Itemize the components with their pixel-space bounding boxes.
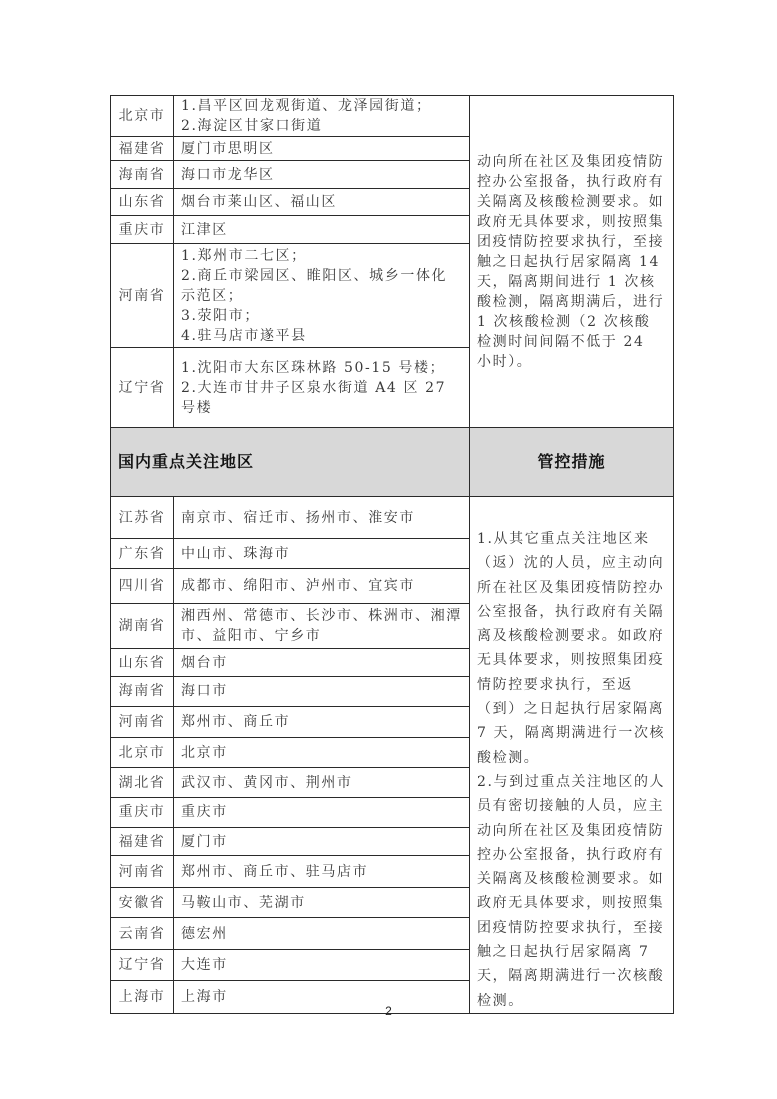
province-cell: 辽宁省 xyxy=(111,348,174,428)
measures-cell xyxy=(470,497,674,1014)
province-cell: 安徽省 xyxy=(111,887,174,917)
area-cell: 德宏州 xyxy=(174,918,470,949)
area-cell: 马鞍山市、芜湖市 xyxy=(174,887,470,917)
area-cell: 海口市 xyxy=(174,677,470,706)
province-cell: 湖南省 xyxy=(111,604,174,649)
province-cell: 重庆市 xyxy=(111,797,174,827)
table-row xyxy=(111,497,674,539)
area-line: 4.驻马店市遂平县 xyxy=(181,327,307,344)
table-row xyxy=(111,96,674,137)
epidemic-control-table xyxy=(110,95,674,1014)
province-cell: 上海市 xyxy=(111,981,174,1014)
control-measures-heading: 管控措施 xyxy=(470,428,674,497)
page-number: 2 xyxy=(385,1004,392,1018)
province-cell: 江苏省 xyxy=(111,497,174,539)
province-cell: 河南省 xyxy=(111,856,174,887)
province-cell: 河南省 xyxy=(111,706,174,737)
province-cell: 河南省 xyxy=(111,244,174,348)
area-cell: 海口市龙华区 xyxy=(174,161,470,189)
province-cell: 海南省 xyxy=(111,161,174,189)
province-cell: 福建省 xyxy=(111,137,174,161)
province-cell: 福建省 xyxy=(111,828,174,856)
measure-item: 2.与到过重点关注地区的人员有密切接触的人员，应主动向所在社区及集团疫情防控办公室报备，执行政府有关隔离及核酸检测要求。如政府无具体要求，则按照集团疫情防控要求执行，至接触之日起执行居家隔离 7 天，隔离期满进行一次核酸检测。 xyxy=(477,773,666,1009)
area-line: 1.昌平区回龙观街道、龙泽园街道； xyxy=(181,98,432,114)
area-cell: 北京市 xyxy=(174,738,470,768)
area-cell: 厦门市 xyxy=(174,828,470,856)
province-cell: 湖北省 xyxy=(111,768,174,797)
province-cell: 海南省 xyxy=(111,677,174,706)
area-cell: 大连市 xyxy=(174,949,470,980)
area-cell: 郑州市、商丘市 xyxy=(174,706,470,737)
province-cell: 四川省 xyxy=(111,568,174,604)
province-cell: 重庆市 xyxy=(111,216,174,244)
area-cell: 重庆市 xyxy=(174,797,470,827)
area-cell: 厦门市思明区 xyxy=(174,137,470,161)
province-cell: 云南省 xyxy=(111,918,174,949)
area-cell: 南京市、宿迁市、扬州市、淮安市 xyxy=(174,497,470,539)
area-line: 2.大连市甘井子区泉水街道 A4 区 27 号楼 xyxy=(181,379,447,416)
area-cell: 武汉市、黄冈市、荆州市 xyxy=(174,768,470,797)
province-cell: 山东省 xyxy=(111,189,174,216)
province-cell: 辽宁省 xyxy=(111,949,174,980)
area-cell xyxy=(174,244,470,348)
area-line: 1.沈阳市大东区珠林路 50-15 号楼； xyxy=(181,359,446,376)
area-cell: 成都市、绵阳市、泸州市、宜宾市 xyxy=(174,568,470,604)
area-cell xyxy=(174,348,470,428)
key-areas-heading: 国内重点关注地区 xyxy=(111,428,470,497)
area-cell: 中山市、珠海市 xyxy=(174,539,470,568)
province-cell: 广东省 xyxy=(111,539,174,568)
area-cell: 江津区 xyxy=(174,216,470,244)
province-cell: 北京市 xyxy=(111,96,174,137)
area-line: 1.郑州市二七区； xyxy=(181,247,307,264)
area-line: 3.荥阳市； xyxy=(181,307,260,324)
area-cell: 烟台市 xyxy=(174,649,470,677)
area-cell xyxy=(174,96,470,137)
measures-cell: 动向所在社区及集团疫情防控办公室报备，执行政府有关隔离及核酸检测要求。如政府无具体要求，则按照集团疫情防控要求执行，至接触之日起执行居家隔离 14 天，隔离期间进行 1 次核酸检测，隔离期满后，进行 1 次核酸检测（2 次核酸检测时间间隔不低于 24 小时）。 xyxy=(470,96,674,428)
area-cell: 上海市 xyxy=(174,981,470,1014)
area-line: 2.商丘市梁园区、睢阳区、城乡一体化示范区； xyxy=(181,267,448,304)
area-cell: 郑州市、商丘市、驻马店市 xyxy=(174,856,470,887)
area-line: 2.海淀区甘家口街道 xyxy=(181,118,323,134)
province-cell: 北京市 xyxy=(111,738,174,768)
area-cell: 烟台市莱山区、福山区 xyxy=(174,189,470,216)
province-cell: 山东省 xyxy=(111,649,174,677)
measure-item: 1.从其它重点关注地区来（返）沈的人员，应主动向所在社区及集团疫情防控办公室报备，执行政府有关隔离及核酸检测要求。如政府无具体要求，则按照集团疫情防控要求执行，至返（到）之日起执行居家隔离 7 天，隔离期满进行一次核酸检测。 xyxy=(477,531,666,766)
section-header-row xyxy=(111,428,674,497)
area-cell: 湘西州、常德市、长沙市、株洲市、湘潭市、益阳市、宁乡市 xyxy=(174,604,470,649)
